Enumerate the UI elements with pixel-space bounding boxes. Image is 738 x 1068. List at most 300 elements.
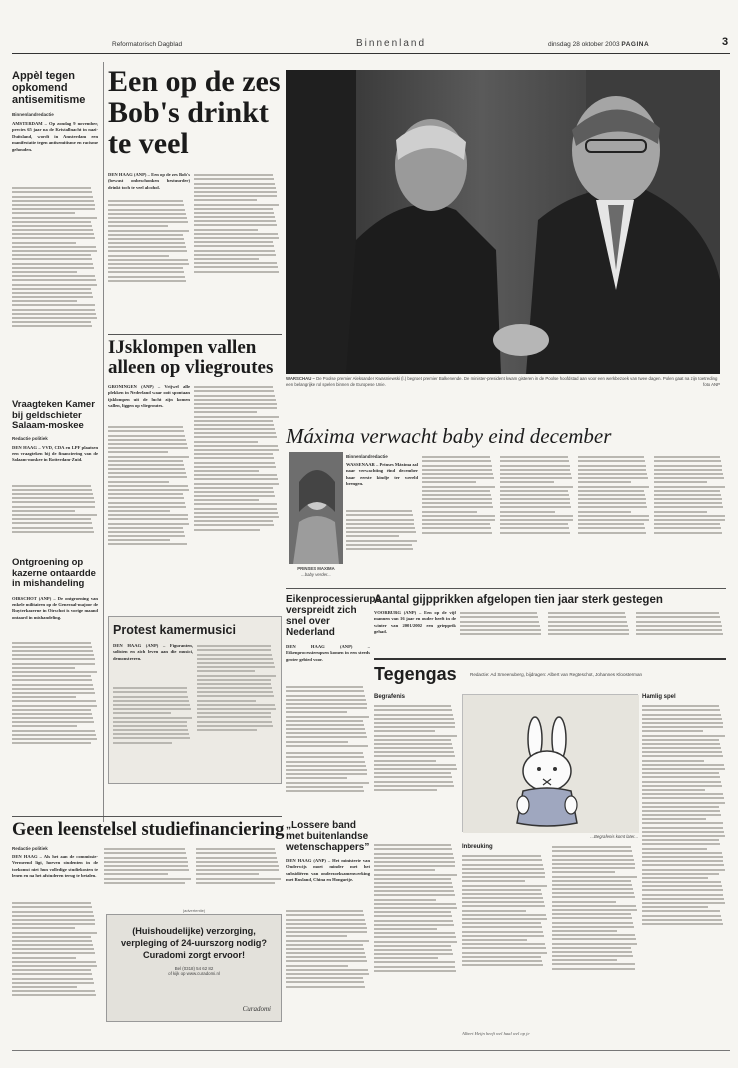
text-line-placeholder <box>552 876 637 878</box>
text-line-placeholder <box>108 213 186 215</box>
text-line-placeholder <box>108 200 183 202</box>
text-line-placeholder <box>578 498 646 500</box>
eiken-headline: Eikenprocessierups verspreidt zich snel over Nederland <box>286 594 382 638</box>
studie-column-1 <box>12 846 98 1050</box>
text-line-placeholder <box>374 886 453 888</box>
text-line-placeholder <box>500 515 573 517</box>
text-line-placeholder <box>12 527 93 529</box>
text-line-placeholder <box>642 802 725 804</box>
text-line-placeholder <box>113 712 171 714</box>
text-line-placeholder <box>12 217 97 219</box>
text-line-placeholder <box>196 882 275 884</box>
aantal-lead: VOORBURG (ANP) – Een op de vijf mannen van 16 jaar en ouder heeft in de winter van 2001/2002 een griepprik gehad. <box>374 610 456 635</box>
text-line-placeholder <box>500 511 555 513</box>
text-line-placeholder <box>552 867 635 869</box>
photo-credit: foto ANP <box>703 381 720 387</box>
text-line-placeholder <box>194 237 279 239</box>
maxima-byline: Binnenlandredactie <box>346 454 388 459</box>
text-line-placeholder <box>374 907 457 909</box>
bob-lead: DEN HAAG (ANP) – Een op de zes Bob's (bewust onbeschonken bestuurder) drinkt toch te veel alcohol. <box>108 172 190 190</box>
text-line-placeholder <box>500 465 570 467</box>
maxima-caption-name: PRINSES MAXIMA <box>297 566 335 571</box>
text-line-placeholder <box>108 543 187 545</box>
text-line-placeholder <box>197 662 274 664</box>
text-line-placeholder <box>12 200 94 202</box>
text-line-placeholder <box>642 877 708 879</box>
text-line-placeholder <box>194 470 259 472</box>
text-line-placeholder <box>374 768 457 770</box>
antisemitisme-headline: Appèl tegen opkomend antisemitisme <box>12 70 86 106</box>
page-date <box>548 41 649 48</box>
text-line-placeholder <box>196 873 259 875</box>
curadomi-ad[interactable] <box>106 914 282 1022</box>
text-line-placeholder <box>642 735 725 737</box>
text-line-placeholder <box>286 745 368 747</box>
text-line-placeholder <box>422 486 495 488</box>
text-line-placeholder <box>552 846 631 848</box>
text-line-placeholder <box>654 494 721 496</box>
inbreuking-title: Inbreuking <box>462 844 493 850</box>
text-line-placeholder <box>374 743 452 745</box>
studie-byline: Redactie politiek <box>12 846 48 851</box>
text-line-placeholder <box>286 752 363 754</box>
text-line-placeholder <box>104 848 185 850</box>
text-line-placeholder <box>194 399 276 401</box>
text-line-placeholder <box>104 873 168 875</box>
text-line-placeholder <box>12 263 93 265</box>
text-line-placeholder <box>642 814 721 816</box>
text-line-placeholder <box>108 531 184 533</box>
text-line-placeholder <box>12 721 94 723</box>
text-line-placeholder <box>460 625 540 627</box>
article-bob <box>108 66 284 159</box>
text-line-placeholder <box>194 395 275 397</box>
date-text: dinsdag 28 oktober 2003 <box>548 41 620 48</box>
text-line-placeholder <box>462 914 546 916</box>
text-line-placeholder <box>552 951 632 953</box>
text-line-placeholder <box>197 649 271 651</box>
text-line-placeholder <box>286 914 364 916</box>
text-line-placeholder <box>12 485 91 487</box>
header-rule <box>12 53 730 54</box>
text-line-placeholder <box>642 743 720 745</box>
text-line-placeholder <box>12 730 95 732</box>
text-line-placeholder <box>642 910 720 912</box>
text-line-placeholder <box>194 432 276 434</box>
text-line-placeholder <box>500 498 570 500</box>
text-line-placeholder <box>460 621 539 623</box>
article-lossere <box>286 820 370 1032</box>
text-line-placeholder <box>346 519 414 521</box>
text-line-placeholder <box>12 642 91 644</box>
text-line-placeholder <box>12 742 91 744</box>
text-line-placeholder <box>642 919 722 921</box>
text-line-placeholder <box>12 911 93 913</box>
studie-lead: DEN HAAG – Als het aan de commissie-Vermeend ligt, hoeven studenten in de toekomst niet hun volledige studiekosten te lenen en na het afstuderen terug te betalen. <box>12 854 98 879</box>
text-line-placeholder <box>194 220 276 222</box>
tegengas-signature: Albert Heijn heeft wel haal wel op je <box>462 1031 530 1036</box>
text-line-placeholder <box>286 923 366 925</box>
text-line-placeholder <box>108 460 183 462</box>
text-line-placeholder <box>194 516 279 518</box>
text-line-placeholder <box>194 428 275 430</box>
text-line-placeholder <box>654 486 725 488</box>
text-line-placeholder <box>286 711 347 713</box>
text-line-placeholder <box>194 483 279 485</box>
text-line-placeholder <box>108 472 186 474</box>
text-line-placeholder <box>346 514 413 516</box>
text-line-placeholder <box>460 633 541 635</box>
ijsklompen-lead: GRONINGEN (ANP) – Vrijwel alle plekken in Nederland waar ooit spontaan ijsklompen uit de lucht zijn komen vallen, liggen op vliegroutes. <box>108 384 190 409</box>
text-line-placeholder <box>194 503 277 505</box>
text-line-placeholder <box>108 451 168 453</box>
text-line-placeholder <box>654 498 722 500</box>
text-line-placeholder <box>578 506 647 508</box>
text-line-placeholder <box>642 906 708 908</box>
text-line-placeholder <box>286 716 369 718</box>
text-line-placeholder <box>500 486 573 488</box>
text-line-placeholder <box>374 899 436 901</box>
text-line-placeholder <box>108 426 183 428</box>
text-line-placeholder <box>194 466 276 468</box>
text-line-placeholder <box>108 238 184 240</box>
handshake-photo-icon <box>286 70 720 374</box>
text-line-placeholder <box>422 494 491 496</box>
text-line-placeholder <box>108 481 169 483</box>
ijs-rule <box>108 334 282 335</box>
text-line-placeholder <box>104 878 191 880</box>
caption-text: De Poolse premier Aleksander Kwasniewski (l.) begroet premier Balkenende. De minister-president kwam gisteren in de Poolse hoofdstad aan voor een werkbezoek van twee dagen. Polen gaat na zijn toetreding een belangrijke rol spelen binnen de Europese Unie. <box>286 376 718 387</box>
text-line-placeholder <box>12 671 97 673</box>
text-line-placeholder <box>113 717 192 719</box>
text-line-placeholder <box>500 506 571 508</box>
text-line-placeholder <box>104 865 188 867</box>
text-line-placeholder <box>374 953 453 955</box>
text-line-placeholder <box>12 705 97 707</box>
text-line-placeholder <box>286 769 367 771</box>
text-line-placeholder <box>578 523 644 525</box>
page-word: PAGINA <box>621 41 650 48</box>
text-line-placeholder <box>654 460 721 462</box>
text-line-placeholder <box>654 490 720 492</box>
text-line-placeholder <box>286 960 367 962</box>
text-line-placeholder <box>12 313 96 315</box>
text-line-placeholder <box>12 237 95 239</box>
text-line-placeholder <box>197 721 272 723</box>
text-line-placeholder <box>12 692 95 694</box>
protest-column-1 <box>113 643 193 777</box>
text-line-placeholder <box>194 386 273 388</box>
text-line-placeholder <box>642 797 724 799</box>
text-line-placeholder <box>642 709 720 711</box>
text-line-placeholder <box>12 684 93 686</box>
text-line-placeholder <box>12 663 95 665</box>
text-line-placeholder <box>194 229 258 231</box>
text-line-placeholder <box>108 506 186 508</box>
text-line-placeholder <box>374 747 453 749</box>
text-line-placeholder <box>654 465 722 467</box>
maxima-body-4 <box>578 454 650 578</box>
text-line-placeholder <box>642 831 724 833</box>
text-line-placeholder <box>578 494 645 496</box>
text-line-placeholder <box>12 915 94 917</box>
ad-line-2: verpleging of 24-uurszorg nodig? <box>121 938 267 948</box>
text-line-placeholder <box>197 645 271 647</box>
text-line-placeholder <box>552 863 635 865</box>
text-line-placeholder <box>578 519 649 521</box>
text-line-placeholder <box>108 493 183 495</box>
text-line-placeholder <box>108 464 184 466</box>
text-line-placeholder <box>194 224 277 226</box>
text-line-placeholder <box>642 705 719 707</box>
text-line-placeholder <box>197 691 273 693</box>
text-line-placeholder <box>552 943 637 945</box>
lossere-body <box>286 908 370 1032</box>
text-line-placeholder <box>12 250 97 252</box>
text-line-placeholder <box>578 486 649 488</box>
text-line-placeholder <box>374 760 436 762</box>
studie-body-1 <box>12 900 98 1050</box>
text-line-placeholder <box>346 548 413 550</box>
text-line-placeholder <box>104 882 185 884</box>
text-line-placeholder <box>654 532 722 534</box>
text-line-placeholder <box>642 898 724 900</box>
text-line-placeholder <box>108 485 188 487</box>
text-line-placeholder <box>194 271 279 273</box>
text-line-placeholder <box>196 852 276 854</box>
text-line-placeholder <box>642 772 719 774</box>
text-line-placeholder <box>462 956 541 958</box>
lossere-lead: DEN HAAG (ANP) – Het ministerie van Onderwijs moet minder met het subsidiëren van onderzoeksamenwerking met Rusland, China en Hongarije. <box>286 858 370 883</box>
text-line-placeholder <box>654 481 707 483</box>
text-line-placeholder <box>462 889 541 891</box>
text-line-placeholder <box>374 848 452 850</box>
text-line-placeholder <box>462 931 543 933</box>
text-line-placeholder <box>12 325 92 327</box>
text-line-placeholder <box>197 654 272 656</box>
text-line-placeholder <box>374 730 435 732</box>
text-line-placeholder <box>642 818 706 820</box>
text-line-placeholder <box>196 869 279 871</box>
text-line-placeholder <box>374 957 438 959</box>
text-line-placeholder <box>12 506 95 508</box>
text-line-placeholder <box>500 456 568 458</box>
inbreuking-column <box>462 844 548 1037</box>
text-line-placeholder <box>12 212 75 214</box>
text-line-placeholder <box>194 208 273 210</box>
text-line-placeholder <box>194 457 274 459</box>
article-maxima <box>286 424 726 448</box>
text-line-placeholder <box>194 199 257 201</box>
inbreuking-body <box>462 853 548 1031</box>
text-line-placeholder <box>113 687 187 689</box>
text-line-placeholder <box>197 670 255 672</box>
text-line-placeholder <box>108 539 170 541</box>
text-line-placeholder <box>12 221 91 223</box>
text-line-placeholder <box>374 949 452 951</box>
text-line-placeholder <box>462 897 543 899</box>
maxima-body-2 <box>422 454 496 578</box>
text-line-placeholder <box>12 961 96 963</box>
text-line-placeholder <box>12 709 91 711</box>
text-line-placeholder <box>374 936 456 938</box>
text-line-placeholder <box>346 523 414 525</box>
text-line-placeholder <box>12 191 92 193</box>
column-divider <box>103 62 104 822</box>
text-line-placeholder <box>194 183 275 185</box>
text-line-placeholder <box>642 747 721 749</box>
maxima-body-1 <box>346 508 418 578</box>
text-line-placeholder <box>286 965 348 967</box>
mid-rule <box>286 588 726 589</box>
text-line-placeholder <box>286 782 369 784</box>
aantal-column-1 <box>374 610 456 650</box>
text-line-placeholder <box>500 490 568 492</box>
text-line-placeholder <box>548 625 628 627</box>
text-line-placeholder <box>548 629 629 631</box>
text-line-placeholder <box>462 880 525 882</box>
text-line-placeholder <box>113 733 189 735</box>
text-line-placeholder <box>286 756 364 758</box>
text-line-placeholder <box>12 246 96 248</box>
text-line-placeholder <box>194 478 278 480</box>
text-line-placeholder <box>286 952 365 954</box>
article-antisemitisme <box>12 70 98 403</box>
text-line-placeholder <box>578 473 647 475</box>
text-line-placeholder <box>12 700 96 702</box>
text-line-placeholder <box>197 695 274 697</box>
text-line-placeholder <box>462 922 541 924</box>
text-line-placeholder <box>578 456 644 458</box>
text-line-placeholder <box>642 848 707 850</box>
text-line-placeholder <box>113 696 188 698</box>
text-line-placeholder <box>286 686 363 688</box>
text-line-placeholder <box>12 187 91 189</box>
text-line-placeholder <box>12 713 92 715</box>
text-line-placeholder <box>552 892 634 894</box>
text-line-placeholder <box>654 502 722 504</box>
text-line-placeholder <box>12 514 97 516</box>
text-line-placeholder <box>462 918 547 920</box>
text-line-placeholder <box>12 667 75 669</box>
bob-body-1 <box>108 198 190 326</box>
text-line-placeholder <box>196 865 279 867</box>
text-line-placeholder <box>12 292 92 294</box>
text-line-placeholder <box>286 790 364 792</box>
hamlig-body <box>642 703 726 1043</box>
text-line-placeholder <box>286 931 367 933</box>
text-line-placeholder <box>642 894 723 896</box>
text-line-placeholder <box>374 911 451 913</box>
text-line-placeholder <box>286 969 368 971</box>
text-line-placeholder <box>113 708 191 710</box>
text-line-placeholder <box>12 275 95 277</box>
text-line-placeholder <box>194 491 274 493</box>
text-line-placeholder <box>12 267 94 269</box>
maxima-headline: Máxima verwacht baby eind december <box>286 424 612 448</box>
protest-lead: DEN HAAG (ANP) – Figuranten, solisten en zich leven aan die musici, demonstreren. <box>113 643 193 661</box>
text-line-placeholder <box>422 523 490 525</box>
footer-rule <box>12 1050 730 1051</box>
text-line-placeholder <box>642 722 723 724</box>
text-line-placeholder <box>196 861 278 863</box>
text-line-placeholder <box>374 772 451 774</box>
text-line-placeholder <box>12 489 92 491</box>
text-line-placeholder <box>194 212 274 214</box>
text-line-placeholder <box>108 514 188 516</box>
text-line-placeholder <box>374 785 454 787</box>
ijsklompen-headline: IJsklompen vallen alleen op vliegroutes <box>108 337 274 378</box>
text-line-placeholder <box>194 411 257 413</box>
text-line-placeholder <box>286 761 365 763</box>
text-line-placeholder <box>374 735 457 737</box>
text-line-placeholder <box>286 927 367 929</box>
text-line-placeholder <box>552 888 633 890</box>
text-line-placeholder <box>374 882 452 884</box>
salaam-headline: Vraagteken Kamer bij geldschieter Salaam-moskee <box>12 399 95 431</box>
text-line-placeholder <box>500 494 569 496</box>
text-line-placeholder <box>374 928 437 930</box>
text-line-placeholder <box>462 960 542 962</box>
text-line-placeholder <box>374 726 455 728</box>
text-line-placeholder <box>552 917 632 919</box>
aantal-body-3 <box>548 610 632 650</box>
eiken-body-cont <box>286 750 370 816</box>
text-line-placeholder <box>108 456 189 458</box>
text-line-placeholder <box>422 532 492 534</box>
text-line-placeholder <box>346 540 417 542</box>
text-line-placeholder <box>462 868 544 870</box>
text-line-placeholder <box>286 732 366 734</box>
text-line-placeholder <box>12 650 93 652</box>
text-line-placeholder <box>197 716 271 718</box>
text-line-placeholder <box>642 768 725 770</box>
text-line-placeholder <box>374 709 452 711</box>
text-line-placeholder <box>113 737 190 739</box>
text-line-placeholder <box>286 699 366 701</box>
text-line-placeholder <box>374 789 437 791</box>
text-line-placeholder <box>642 718 722 720</box>
text-line-placeholder <box>286 777 347 779</box>
text-line-placeholder <box>194 449 279 451</box>
text-line-placeholder <box>12 919 95 921</box>
text-line-placeholder <box>286 977 363 979</box>
text-line-placeholder <box>346 510 412 512</box>
text-line-placeholder <box>108 535 185 537</box>
text-line-placeholder <box>108 489 189 491</box>
tegengas-title: Tegengas <box>374 664 457 684</box>
text-line-placeholder <box>194 453 273 455</box>
text-line-placeholder <box>194 266 278 268</box>
maxima-photo <box>289 452 343 564</box>
begrafenis-body-1 <box>374 703 458 843</box>
studie-body-2 <box>104 846 192 904</box>
text-line-placeholder <box>374 861 455 863</box>
text-line-placeholder <box>500 502 570 504</box>
text-line-placeholder <box>642 751 722 753</box>
text-line-placeholder <box>374 970 456 972</box>
text-line-placeholder <box>108 447 188 449</box>
ontgroening-body <box>12 640 98 800</box>
text-line-placeholder <box>500 532 570 534</box>
text-line-placeholder <box>578 490 644 492</box>
eiken-lead: DEN HAAG (ANP) – Eikenprocessierupsen komen in een steeds groter gebied voor. <box>286 644 370 662</box>
text-line-placeholder <box>12 688 94 690</box>
text-line-placeholder <box>194 178 274 180</box>
text-line-placeholder <box>642 835 725 837</box>
bob-column-1 <box>108 172 190 326</box>
text-line-placeholder <box>286 728 365 730</box>
